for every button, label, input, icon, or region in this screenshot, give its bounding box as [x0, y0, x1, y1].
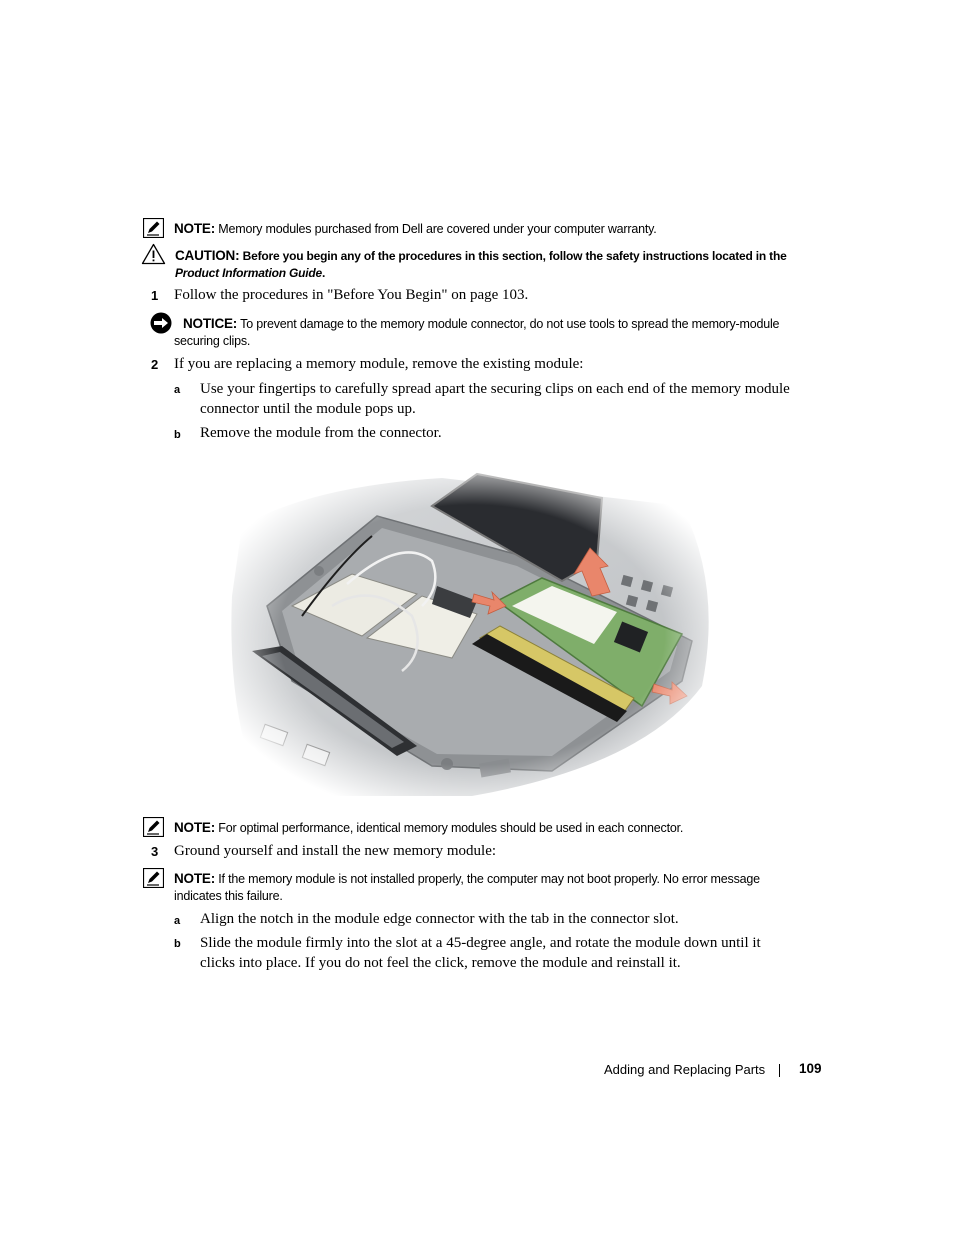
footer-separator — [779, 1064, 780, 1077]
substep-line1: Slide the module firmly into the slot at a 45-degree angle, and rotate the module down until it — [200, 935, 761, 951]
caution-text: Before you begin any of the procedures in this section, follow the safety instructions located in the — [242, 249, 787, 263]
note-label: NOTE: — [174, 221, 215, 236]
notice-label: NOTICE: — [183, 316, 238, 331]
notice-text-line1: To prevent damage to the memory module connector, do not use tools to spread the memory-module — [240, 317, 780, 331]
note-pencil-icon — [143, 218, 164, 238]
note-pencil-icon — [143, 817, 164, 837]
step-text: If you are replacing a memory module, remove the existing module: — [174, 356, 584, 372]
notice-hand-icon — [149, 312, 173, 334]
note-label: NOTE: — [174, 871, 215, 886]
substep-line2: clicks into place. If you do not feel the click, remove the module and reinstall it. — [200, 954, 681, 971]
step-number: 2 — [151, 357, 159, 372]
substep-line1: Use your fingertips to carefully spread apart the securing clips on each end of the memory module — [200, 381, 790, 397]
caution-safety-instructions — [175, 247, 815, 282]
substep-text — [200, 934, 761, 973]
step-number: 1 — [151, 288, 159, 303]
substep-letter: a — [174, 384, 181, 396]
note-text-line2: indicates this failure. — [174, 889, 283, 903]
substep-letter: a — [174, 915, 181, 927]
substep-line2: connector until the module pops up. — [200, 400, 416, 417]
page-number: 109 — [799, 1061, 822, 1076]
note-label: NOTE: — [174, 820, 215, 835]
notice-connector-damage — [174, 315, 824, 350]
note-text: For optimal performance, identical memory modules should be used in each connector. — [218, 821, 684, 835]
step-text: Ground yourself and install the new memory module: — [174, 843, 497, 859]
note-text: Memory modules purchased from Dell are covered under your computer warranty. — [218, 222, 657, 236]
step-number: 3 — [151, 844, 159, 859]
step-text: Follow the procedures in "Before You Begin" on page 103. — [174, 287, 529, 303]
note-memory-warranty — [174, 220, 657, 238]
note-pencil-icon — [143, 868, 164, 888]
note-optimal-performance — [174, 819, 683, 837]
caution-reference: Product Information Guide — [175, 266, 322, 280]
notice-text-line2: securing clips. — [174, 334, 251, 348]
caution-triangle-icon — [141, 243, 166, 265]
substep-text: Align the notch in the module edge connector with the tab in the connector slot. — [200, 911, 679, 927]
substep-text — [200, 380, 790, 419]
note-text-line1: If the memory module is not installed properly, the computer may not boot properly. No error message — [218, 872, 760, 886]
footer-section-title: Adding and Replacing Parts — [604, 1062, 766, 1077]
substep-text: Remove the module from the connector. — [200, 425, 442, 441]
note-improper-install — [174, 870, 824, 905]
substep-letter: b — [174, 429, 181, 441]
caution-label: CAUTION: — [175, 248, 240, 263]
memory-module-removal-illustration — [222, 466, 722, 804]
caution-end: . — [322, 266, 326, 280]
substep-letter: b — [174, 938, 181, 950]
